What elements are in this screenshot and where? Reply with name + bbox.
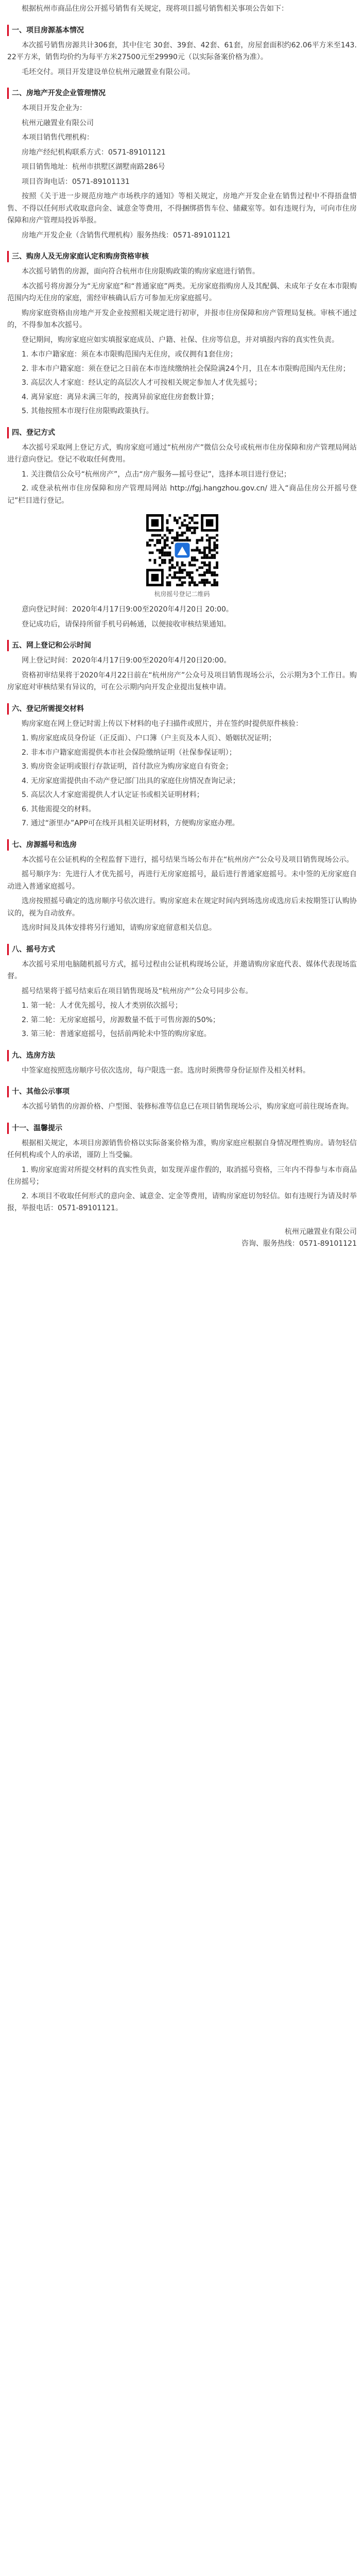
list-item: 4. 离异家庭：离异未满三年的，按离异前家庭住房套数计算；: [22, 393, 218, 401]
list-item: 3. 购房资金证明或银行存款证明，首付款应为购房家庭自有资金；: [22, 762, 233, 771]
section-paragraph: 摇号结果将于摇号结束后在项目销售现场及“杭州房产”公众号同步公布。: [22, 987, 253, 995]
intro-paragraph: 根据杭州市商品住房公开摇号销售有关规定，现将项目摇号销售相关事项公告如下：: [22, 5, 288, 13]
section-title: 一、项目房源基本情况: [7, 25, 357, 36]
section-paragraph: 登记期间，购房家庭应如实填报家庭成员、户籍、社保、住房等信息，并对填报内容的真实性负责。: [22, 335, 339, 344]
section-paragraph: 本次摇号销售房源共计306套，其中住宅 30套、39套、42套、61套，房屋套面积约62.06平方米至143.22平方米，销售均价约为每平方米27500元至29990元（以实际备案价格为准）。: [7, 41, 357, 61]
section-title: 十、其他公示事项: [7, 1086, 357, 1097]
section-paragraph: 资格初审结果将于2020年4月22日前在“杭州房产”公众号及项目销售现场公示，公示期为3个工作日。购房家庭对审核结果有异议的，可在公示期内向开发企业提出复核申请。: [7, 671, 357, 691]
section-paragraph: 项目销售地址：杭州市拱墅区湖墅南路286号: [22, 163, 165, 171]
section-paragraph: 本次摇号将房源分为“无房家庭”和“普通家庭”两类。无房家庭指购房人及其配偶、未成年子女在本市限购范围内均无住房的家庭，需经审核确认后方可参加无房家庭摇号。: [7, 282, 357, 302]
section-paragraph: 摇号顺序为：先进行人才优先摇号，再进行无房家庭摇号，最后进行普通家庭摇号。未中签的无房家庭自动进入普通家庭摇号。: [7, 870, 357, 891]
section-title: 四、登记方式: [7, 427, 357, 438]
list-item: 3. 高层次人才家庭：经认定的高层次人才可按相关规定参加人才优先摇号；: [22, 379, 262, 387]
section-paragraph: 本次摇号销售的房源，面向符合杭州市住房限购政策的购房家庭进行销售。: [22, 267, 259, 276]
section-paragraph: 购房家庭在网上登记时需上传以下材料的电子扫描件或照片，并在签约时提供原件核验：: [22, 719, 303, 728]
section-paragraph: 根据相关规定，本项目房源销售价格以实际备案价格为准，购房家庭应根据自身情况理性购房。请勿轻信任何机构或个人的承诺，谨防上当受骗。: [7, 1139, 357, 1159]
section-paragraph: 本次摇号采用电脑随机摇号方式，摇号过程由公证机构现场公证，并邀请购房家庭代表、媒体代表现场监督。: [7, 960, 357, 980]
section-paragraph: 选房按照摇号确定的选房顺序号依次进行。购房家庭未在规定时间内到场选房或选房后未按期签订认购协议的，视为自动放弃。: [7, 897, 357, 918]
list-item: 5. 高层次人才家庭需提供人才认定证书或相关证明材料；: [22, 791, 204, 799]
qr-code-block: [7, 514, 357, 599]
list-item: 1. 购房家庭成员身份证（正反面）、户口簿（户主页及本人页）、婚姻状况证明；: [22, 734, 276, 742]
section-title: 八、摇号方式: [7, 944, 357, 955]
section-paragraph: 毛坯交付。项目开发建设单位杭州元融置业有限公司。: [22, 67, 195, 76]
list-item: 2. 本项目不收取任何形式的意向金、诚意金、定金等费用，请购房家庭切勿轻信。如有违规行为请及时举报，举报电话：0571-89101121。: [7, 1192, 357, 1212]
list-item: 2. 非本市户籍家庭需提供本市社会保险缴纳证明（社保参保证明）；: [22, 748, 236, 757]
section-paragraph: 按照《关于进一步规范房地产市场秩序的通知》等相关规定，房地产开发企业在销售过程中不得捂盘惜售、不得以任何形式收取意向金、诚意金等费用，不得捆绑搭售车位、储藏室等。如有违规行为，可向市住房保障和房产管理局投诉举报。: [7, 192, 357, 225]
list-item: 2. 第二轮：无房家庭摇号，房源数量不低于可售房源的50%；: [22, 1015, 220, 1024]
signature-company: 杭州元融置业有限公司: [285, 1227, 357, 1236]
signature-hotline: 咨询、服务热线：0571-89101121: [241, 1240, 357, 1248]
section-paragraph: 项目咨询电话：0571-89101131: [22, 177, 130, 186]
qr-caption: 杭房摇号登记二维码: [154, 590, 210, 598]
section-paragraph: 杭州元融置业有限公司: [22, 118, 94, 127]
list-item: 6. 其他需提交的材料。: [22, 805, 96, 814]
list-item: 5. 其他按照本市现行住房限购政策执行。: [22, 407, 153, 415]
list-item: 1. 关注微信公众号“杭州房产”，点击“房产服务—摇号登记”，选择本项目进行登记；: [22, 470, 291, 479]
section-paragraph: 意向登记时间：2020年4月17日9:00至2020年4月20日 20:00。: [22, 605, 233, 614]
signature-block: [7, 1226, 357, 1250]
list-item: 2. 或登录杭州市住房保障和房产管理局网站 http://fgj.hangzhou.gov.cn/ 进入“商品住房公开摇号登记”栏目进行登记。: [7, 484, 357, 505]
list-item: 2. 非本市户籍家庭：须在登记之日前在本市连续缴纳社会保险满24个月，且在本市限购范围内无住房；: [22, 364, 350, 373]
section-paragraph: 本项目开发企业为：: [22, 104, 86, 112]
section-paragraph: 网上登记时间：2020年4月17日9:00至2020年4月20日20:00。: [22, 656, 231, 665]
section-title: 二、房地产开发企业管理情况: [7, 88, 357, 99]
list-item: 1. 第一轮：人才优先摇号，按人才类别依次摇号；: [22, 1002, 182, 1010]
list-item: 7. 通过“浙里办”APP可在线开具相关证明材料，方便购房家庭办理。: [22, 819, 239, 827]
section-title: 九、选房方法: [7, 1050, 357, 1061]
section-paragraph: 房地产经纪机构联系方式：0571-89101121: [22, 148, 166, 157]
section-paragraph: 本次摇号采取网上登记方式，购房家庭可通过“杭州房产”微信公众号或杭州市住房保障和房产管理局网站进行意向登记。登记不收取任何费用。: [7, 443, 357, 464]
section-title: 七、房源摇号和选房: [7, 839, 357, 851]
section-paragraph: 本次摇号销售的房源价格、户型图、装修标准等信息已在项目销售现场公示，购房家庭可前往现场查询。: [22, 1103, 353, 1111]
list-item: 4. 无房家庭需提供由不动产登记部门出具的家庭住房情况查询记录；: [22, 776, 240, 785]
sections-container: [7, 25, 357, 1215]
section-paragraph: 登记成功后，请保持所留手机号码畅通，以便接收审核结果通知。: [22, 620, 231, 629]
document-page: [0, 0, 364, 1263]
section-title: 六、登记所需提交材料: [7, 703, 357, 715]
section-paragraph: 本次摇号在公证机构的全程监督下进行，摇号结果当场公布并在“杭州房产”公众号及项目销售现场公示。: [22, 855, 354, 864]
list-item: 1. 购房家庭需对所提交材料的真实性负责，如发现弄虚作假的，取消摇号资格，三年内不得参与本市商品住房摇号；: [7, 1165, 357, 1186]
list-item: 1. 本市户籍家庭：须在本市限购范围内无住房，或仅拥有1套住房；: [22, 350, 237, 359]
section-paragraph: 本项目销售代理机构：: [22, 133, 94, 142]
section-paragraph: 房地产开发企业（含销售代理机构）服务热线：0571-89101121: [22, 231, 231, 240]
section-paragraph: 购房家庭资格由房地产开发企业按照相关规定进行初审，并报市住房保障和房产管理局复核。审核不通过的，不得参加本次摇号。: [7, 309, 357, 329]
qr-code-icon[interactable]: [146, 514, 218, 586]
section-title: 五、网上登记和公示时间: [7, 640, 357, 651]
section-title: 三、购房人及无房家庭认定和购房资格审核: [7, 251, 357, 262]
section-title: 十一、温馨提示: [7, 1123, 357, 1134]
section-paragraph: 中签家庭按照选房顺序号依次选房，每户限选一套。选房时须携带身份证原件及相关材料。: [22, 1066, 310, 1075]
section-paragraph: 选房时间及具体安排将另行通知，请购房家庭留意相关信息。: [22, 924, 216, 932]
list-item: 3. 第三轮：普通家庭摇号，包括前两轮未中签的购房家庭。: [22, 1030, 211, 1038]
